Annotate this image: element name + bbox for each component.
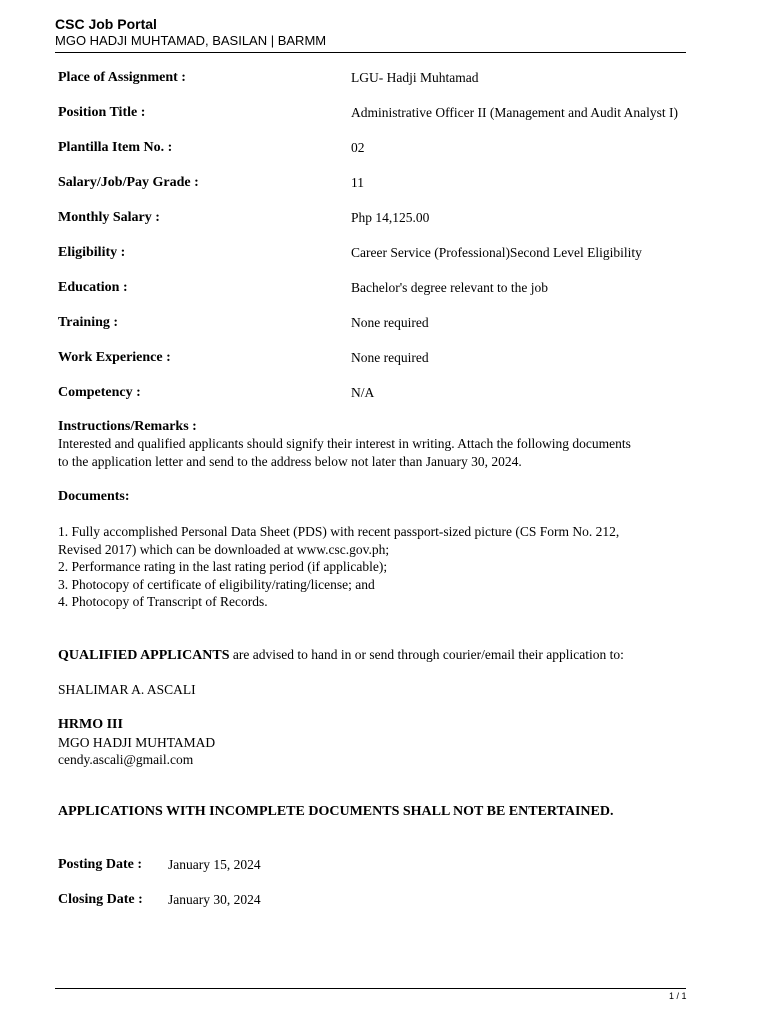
qualified-applicants-paragraph bbox=[58, 646, 624, 665]
posting-date-label: Posting Date : bbox=[58, 857, 142, 872]
education-label: Education : bbox=[58, 280, 128, 295]
qualified-applicants-emphasis: QUALIFIED APPLICANTS bbox=[58, 648, 230, 663]
page-number: 1 / 1 bbox=[669, 991, 687, 1001]
closing-date-value: January 30, 2024 bbox=[168, 892, 261, 907]
eligibility-label: Eligibility : bbox=[58, 245, 126, 260]
competency-value: N/A bbox=[351, 385, 375, 400]
posting-date-value: January 15, 2024 bbox=[168, 857, 261, 872]
place-of-assignment-value: LGU- Hadji Muhtamad bbox=[351, 70, 479, 85]
training-value: None required bbox=[351, 315, 429, 330]
position-title-value: Administrative Officer II (Management and Audit Analyst I) bbox=[351, 105, 679, 120]
documents-line-5: 4. Photocopy of Transcript of Records. bbox=[58, 594, 268, 609]
plantilla-item-label: Plantilla Item No. : bbox=[58, 140, 173, 155]
competency-label: Competency : bbox=[58, 385, 141, 400]
office-subtitle: MGO HADJI MUHTAMAD, BASILAN | BARMM bbox=[55, 33, 327, 48]
contact-office: MGO HADJI MUHTAMAD bbox=[58, 735, 216, 750]
work-experience-label: Work Experience : bbox=[58, 350, 171, 365]
qualified-applicants-text: are advised to hand in or send through courier/email their application to: bbox=[229, 647, 624, 662]
closing-date-label: Closing Date : bbox=[58, 892, 143, 907]
contact-position: HRMO III bbox=[58, 717, 123, 732]
documents-heading: Documents: bbox=[58, 489, 130, 504]
contact-name: SHALIMAR A. ASCALI bbox=[58, 682, 196, 697]
portal-title: CSC Job Portal bbox=[55, 16, 157, 32]
header-divider bbox=[55, 52, 686, 53]
position-title-label: Position Title : bbox=[58, 105, 146, 120]
pay-grade-label: Salary/Job/Pay Grade : bbox=[58, 175, 199, 190]
training-label: Training : bbox=[58, 315, 119, 330]
pay-grade-value: 11 bbox=[351, 175, 364, 190]
instructions-heading: Instructions/Remarks : bbox=[58, 419, 197, 434]
instructions-line-2: to the application letter and send to the address below not later than January 30, 2024. bbox=[58, 454, 522, 469]
work-experience-value: None required bbox=[351, 350, 429, 365]
documents-line-2: Revised 2017) which can be downloaded at www.csc.gov.ph; bbox=[58, 542, 390, 557]
instructions-line-1: Interested and qualified applicants should signify their interest in writing. Attach the following documents bbox=[58, 436, 631, 451]
footer-divider bbox=[55, 988, 686, 989]
documents-line-3: 2. Performance rating in the last rating period (if applicable); bbox=[58, 559, 388, 574]
contact-email: cendy.ascali@gmail.com bbox=[58, 752, 194, 767]
documents-line-1: 1. Fully accomplished Personal Data Sheet (PDS) with recent passport-sized picture (CS Form No. 212, bbox=[58, 524, 620, 539]
education-value: Bachelor's degree relevant to the job bbox=[351, 280, 548, 295]
monthly-salary-label: Monthly Salary : bbox=[58, 210, 160, 225]
plantilla-item-value: 02 bbox=[351, 140, 365, 155]
incomplete-documents-notice: APPLICATIONS WITH INCOMPLETE DOCUMENTS SHALL NOT BE ENTERTAINED. bbox=[58, 804, 614, 819]
monthly-salary-value: Php 14,125.00 bbox=[351, 210, 430, 225]
eligibility-value: Career Service (Professional)Second Level Eligibility bbox=[351, 245, 642, 260]
place-of-assignment-label: Place of Assignment : bbox=[58, 70, 186, 85]
documents-line-4: 3. Photocopy of certificate of eligibility/rating/license; and bbox=[58, 577, 375, 592]
